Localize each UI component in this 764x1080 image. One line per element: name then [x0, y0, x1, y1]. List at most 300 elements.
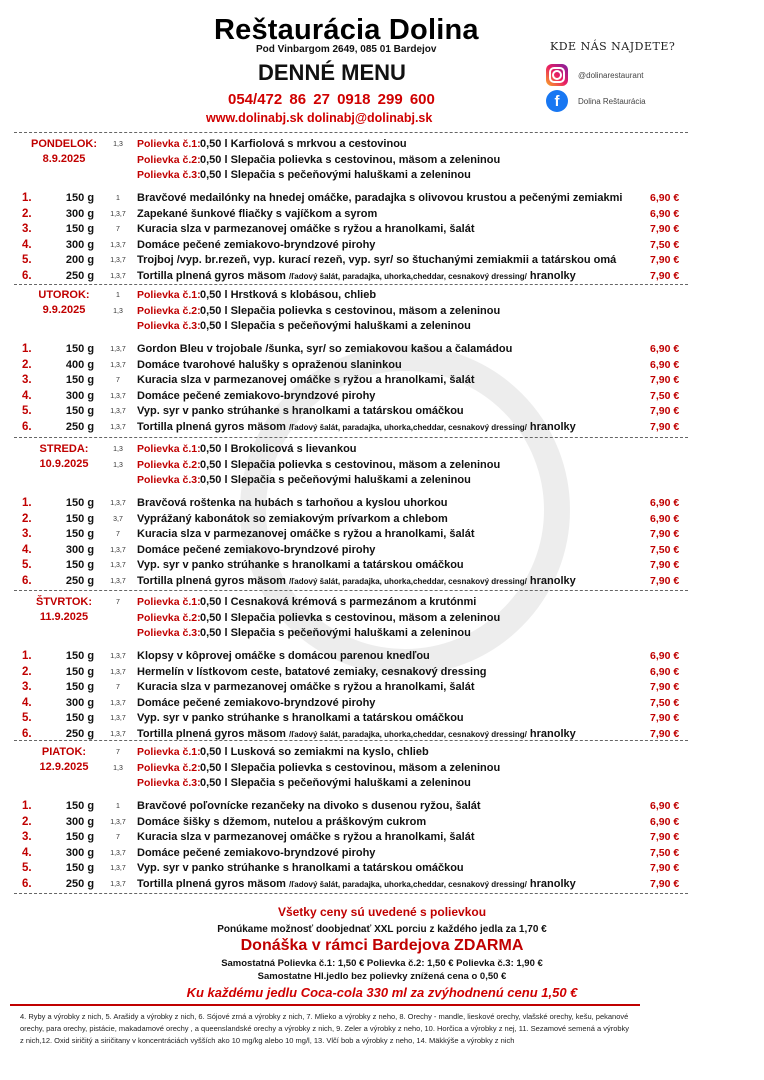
- dish-number: 1.: [22, 192, 32, 204]
- dish-price: 7,50 €: [650, 389, 680, 402]
- soup-name: 0,50 l Lusková so zemiakmi na kyslo, chlieb: [200, 746, 429, 758]
- dish-weight: 150 g: [65, 712, 95, 724]
- dish-title: Klopsy v kôprovej omáčke s domácou parenou knedľou: [137, 650, 430, 662]
- day-date: 9.9.2025: [42, 304, 86, 316]
- dish-number: 6.: [22, 574, 32, 587]
- day-date: 10.9.2025: [39, 458, 89, 470]
- allergen-codes: 1,3,7: [110, 699, 126, 707]
- soup-row: [0, 595, 764, 610]
- soup-number: Polievka č.1:: [137, 138, 201, 150]
- section-divider: [14, 284, 688, 285]
- dish-weight: 150 g: [65, 192, 95, 204]
- dish-row: [0, 269, 764, 284]
- soup-name: 0,50 l Slepačia s pečeňovými haluškami a zeleninou: [200, 474, 471, 486]
- allergen-codes: 1,3,7: [110, 818, 126, 826]
- dish-title: Hermelín v lístkovom ceste, batatové zemiaky, cesnakový dressing: [137, 665, 487, 678]
- dish-name: [137, 207, 639, 222]
- allergen-codes: 7: [116, 684, 120, 691]
- day-date: 12.9.2025: [39, 761, 89, 773]
- soup-number: Polievka č.2:: [137, 761, 201, 774]
- dish-weight: 300 g: [65, 543, 95, 556]
- dish-price: 6,90 €: [650, 650, 680, 662]
- dish-weight: 150 g: [65, 681, 95, 693]
- dish-price: 6,90 €: [650, 358, 680, 371]
- dish-row: [0, 238, 764, 253]
- dish-title: Trojboj /vyp. br.rezeň, vyp. kurací rezeň, vyp. syr/ so štuchanými zemiakmii a tatárskou omá: [137, 254, 617, 266]
- allergen-codes: 3,7: [113, 515, 123, 523]
- dish-number: 2.: [22, 665, 32, 678]
- dish-title: Vyp. syr v panko strúhanke s hranolkami a tatárskou omáčkou: [137, 862, 464, 874]
- dish-name: [137, 253, 639, 268]
- section-divider: [14, 740, 688, 741]
- dish-name: [137, 358, 639, 373]
- dish-number: 4.: [22, 696, 32, 709]
- day-section: [0, 743, 764, 893]
- main-price-note: Samostatne Hl.jedlo bez polievky znížená cena o 0,50 €: [257, 971, 507, 982]
- dish-number: 6.: [22, 269, 32, 282]
- section-divider: [14, 437, 688, 438]
- soup-name: 0,50 l Slepačia s pečeňovými haluškami a zeleninou: [200, 320, 471, 332]
- dish-price: 7,90 €: [650, 405, 680, 417]
- day-date: 11.9.2025: [39, 611, 89, 623]
- dish-row: [0, 696, 764, 711]
- menu-title: DENNÉ MENU: [258, 60, 406, 85]
- facebook-link: [546, 90, 646, 112]
- soup-number: Polievka č.1:: [137, 596, 201, 608]
- dish-price: 6,90 €: [650, 665, 680, 678]
- dish-title: Tortilla plnená gyros mäsom: [137, 574, 289, 587]
- dish-row: [0, 358, 764, 373]
- dish-number: 5.: [22, 254, 32, 266]
- day-section: [0, 440, 764, 590]
- dish-number: 4.: [22, 846, 32, 859]
- soup-row: [0, 745, 764, 760]
- dish-row: [0, 527, 764, 542]
- day-name: STREDA:: [39, 443, 89, 455]
- dish-row: [0, 543, 764, 558]
- day-section: [0, 135, 764, 285]
- soup-number: Polievka č.1:: [137, 443, 201, 455]
- dish-price: 7,90 €: [650, 712, 680, 724]
- dish-name: [137, 696, 639, 711]
- allergen-codes: 7: [116, 226, 120, 233]
- dish-row: [0, 191, 764, 206]
- menu-header: [0, 0, 764, 130]
- soup-row: [0, 168, 764, 183]
- dish-tail: hranolky: [526, 877, 576, 890]
- dish-price: 7,90 €: [650, 574, 680, 587]
- dish-note: /ľadový šalát, paradajka, uhorka,cheddar, cesnakový dressing/: [289, 422, 527, 432]
- soup-row: [0, 761, 764, 776]
- dish-number: 3.: [22, 681, 32, 693]
- dish-weight: 150 g: [65, 650, 95, 662]
- allergen-codes: 1,3,7: [110, 880, 126, 888]
- dish-weight: 300 g: [65, 846, 95, 859]
- allergen-codes: 1,3,7: [110, 849, 126, 857]
- dish-row: [0, 222, 764, 237]
- allergen-codes: 1,3,7: [110, 346, 126, 353]
- dish-title: Tortilla plnená gyros mäsom: [137, 269, 289, 282]
- dish-number: 1.: [22, 800, 32, 812]
- dish-weight: 150 g: [65, 800, 95, 812]
- dish-price: 7,90 €: [650, 528, 680, 540]
- allergen-codes: 1,3,7: [110, 361, 126, 369]
- allergen-codes: 1,3,7: [110, 715, 126, 722]
- allergen-codes: 1,3: [113, 461, 123, 469]
- dish-name: [137, 342, 639, 357]
- dish-title: Kuracia slza v parmezanovej omáčke s ryžou a hranolkami, šalát: [137, 681, 475, 693]
- dish-price: 7,50 €: [650, 238, 680, 251]
- dish-title: Domáce šišky s džemom, nutelou a práškovým cukrom: [137, 815, 427, 828]
- allergen-codes: 7: [116, 749, 120, 756]
- dish-name: [137, 527, 639, 542]
- dish-tail: hranolky: [526, 269, 576, 282]
- soup-row: [0, 137, 764, 152]
- section-divider: [14, 893, 688, 894]
- dish-weight: 150 g: [65, 862, 95, 874]
- dish-name: [137, 680, 639, 695]
- soup-row: [0, 319, 764, 334]
- allergen-codes: 1,3,7: [110, 577, 126, 585]
- dish-title: Kuracia slza v parmezanovej omáčke s ryžou a hranolkami, šalát: [137, 374, 475, 386]
- soup-row: [0, 458, 764, 473]
- dish-price: 7,90 €: [650, 420, 680, 433]
- allergen-codes: 1,3,7: [110, 653, 126, 660]
- dish-weight: 300 g: [65, 389, 95, 402]
- dish-number: 4.: [22, 543, 32, 556]
- dish-row: [0, 649, 764, 664]
- allergen-codes: 7: [116, 531, 120, 538]
- allergen-codes: 1,3: [113, 446, 123, 453]
- allergen-codes: 7: [116, 377, 120, 384]
- day-section: [0, 593, 764, 743]
- dish-weight: 300 g: [65, 815, 95, 828]
- dish-weight: 300 g: [65, 696, 95, 709]
- day-name: UTOROK:: [38, 289, 90, 301]
- dish-title: Vyprážaný kabonátok so zemiakovým prívarkom a chlebom: [137, 512, 448, 525]
- dish-weight: 200 g: [65, 254, 95, 266]
- soup-name: 0,50 l Slepačia polievka s cestovinou, mäsom a zeleninou: [200, 304, 501, 317]
- dish-price: 7,90 €: [650, 831, 680, 843]
- day-date: 8.9.2025: [42, 153, 86, 165]
- allergen-codes: 1: [116, 803, 120, 810]
- dish-name: [137, 711, 639, 726]
- allergen-codes: 1,3,7: [110, 546, 126, 554]
- allergen-codes: 1,3: [113, 307, 123, 315]
- soup-number: Polievka č.1:: [137, 289, 201, 301]
- dish-name: [137, 574, 639, 589]
- dish-name: [137, 496, 639, 511]
- dish-row: [0, 574, 764, 589]
- dish-price: 7,50 €: [650, 696, 680, 709]
- dish-number: 1.: [22, 497, 32, 509]
- dish-title: Vyp. syr v panko strúhanke s hranolkami a tatárskou omáčkou: [137, 559, 464, 571]
- soup-number: Polievka č.3:: [137, 169, 201, 181]
- facebook-icon: f: [546, 90, 568, 112]
- dish-number: 2.: [22, 207, 32, 220]
- dish-row: [0, 404, 764, 419]
- soup-row: [0, 473, 764, 488]
- prices-note: Všetky ceny sú uvedené s polievkou: [277, 905, 487, 919]
- dish-number: 5.: [22, 712, 32, 724]
- soup-row: [0, 611, 764, 626]
- dish-row: [0, 420, 764, 435]
- dish-row: [0, 496, 764, 511]
- dish-price: 7,90 €: [650, 269, 680, 282]
- dish-row: [0, 373, 764, 388]
- dish-title: Tortilla plnená gyros mäsom: [137, 877, 289, 890]
- cola-offer: Ku každému jedlu Coca-cola 330 ml za zvýhodnenú cenu 1,50 €: [186, 985, 578, 1000]
- soup-number: Polievka č.3:: [137, 474, 201, 486]
- dish-title: Vyp. syr v panko strúhanke s hranolkami a tatárskou omáčkou: [137, 405, 464, 417]
- soup-row: [0, 288, 764, 303]
- soup-name: 0,50 l Cesnaková krémová s parmezánom a krutónmi: [200, 596, 477, 608]
- dish-row: [0, 861, 764, 876]
- dish-number: 4.: [22, 389, 32, 402]
- allergen-codes: 1: [116, 195, 120, 202]
- dish-name: [137, 649, 639, 664]
- dish-number: 4.: [22, 238, 32, 251]
- dish-title: Domáce pečené zemiakovo-bryndzové pirohy: [137, 389, 376, 402]
- footer-divider: [10, 1004, 640, 1006]
- soup-number: Polievka č.3:: [137, 777, 201, 789]
- dish-name: [137, 861, 639, 876]
- dish-title: Kuracia slza v parmezanovej omáčke s ryžou a hranolkami, šalát: [137, 223, 475, 235]
- dish-number: 6.: [22, 727, 32, 740]
- soup-number: Polievka č.2:: [137, 458, 201, 471]
- dish-title: Kuracia slza v parmezanovej omáčke s ryžou a hranolkami, šalát: [137, 831, 475, 843]
- facebook-handle: Dolina Reštaurácia: [578, 96, 646, 106]
- dish-number: 2.: [22, 358, 32, 371]
- dish-title: Kuracia slza v parmezanovej omáčke s ryžou a hranolkami, šalát: [137, 528, 475, 540]
- soup-name: 0,50 l Slepačia polievka s cestovinou, mäsom a zeleninou: [200, 761, 501, 774]
- dish-name: [137, 830, 639, 845]
- soup-row: [0, 442, 764, 457]
- instagram-icon: [546, 64, 568, 86]
- dish-note: /ľadový šalát, paradajka, uhorka,cheddar, cesnakový dressing/: [289, 879, 527, 889]
- dish-title: Domáce pečené zemiakovo-bryndzové pirohy: [137, 238, 376, 251]
- allergen-codes: 1,3: [113, 141, 123, 148]
- xxl-note: Ponúkame možnosť doobjednať XXL porciu z každého jedla za 1,70 €: [217, 924, 547, 935]
- dish-note: /ľadový šalát, paradajka, uhorka,cheddar, cesnakový dressing/: [289, 576, 527, 586]
- dish-weight: 250 g: [65, 420, 95, 433]
- soup-number: Polievka č.2:: [137, 611, 201, 624]
- dish-number: 5.: [22, 862, 32, 874]
- allergen-codes: 1: [116, 292, 120, 299]
- dish-name: [137, 404, 639, 419]
- web-email: www.dolinabj.sk dolinabj@dolinabj.sk: [206, 111, 433, 125]
- soup-number: Polievka č.2:: [137, 153, 201, 166]
- dish-price: 6,90 €: [650, 512, 680, 525]
- dish-price: 7,90 €: [650, 559, 680, 571]
- dish-title: Domáce pečené zemiakovo-bryndzové pirohy: [137, 696, 376, 709]
- allergen-codes: 1,3,7: [110, 257, 126, 264]
- dish-title: Gordon Bleu v trojobale /šunka, syr/ so zemiakovou kašou a čalamádou: [137, 343, 513, 355]
- dish-title: Domáce pečené zemiakovo-bryndzové pirohy: [137, 846, 376, 859]
- dish-price: 7,90 €: [650, 374, 680, 386]
- dish-price: 7,50 €: [650, 543, 680, 556]
- dish-number: 5.: [22, 405, 32, 417]
- dish-weight: 150 g: [65, 497, 95, 509]
- dish-title: Bravčová roštenka na hubách s tarhoňou a kyslou uhorkou: [137, 497, 448, 509]
- dish-number: 1.: [22, 650, 32, 662]
- dish-weight: 150 g: [65, 512, 95, 525]
- dish-row: [0, 253, 764, 268]
- dish-row: [0, 680, 764, 695]
- allergen-codes: 7: [116, 834, 120, 841]
- dish-weight: 150 g: [65, 374, 95, 386]
- dish-price: 7,50 €: [650, 846, 680, 859]
- dish-row: [0, 558, 764, 573]
- soup-name: 0,50 l Slepačia s pečeňovými haluškami a zeleninou: [200, 169, 471, 181]
- day-name: ŠTVRTOK:: [35, 596, 93, 608]
- allergen-codes: 1,3,7: [110, 500, 126, 507]
- dish-name: [137, 877, 639, 892]
- dish-number: 3.: [22, 374, 32, 386]
- dish-note: /ľadový šalát, paradajka, uhorka,cheddar, cesnakový dressing/: [289, 729, 527, 739]
- dish-number: 6.: [22, 877, 32, 890]
- dish-weight: 150 g: [65, 223, 95, 235]
- allergen-codes: 1,3: [113, 764, 123, 772]
- soup-name: 0,50 l Karfiolová s mrkvou a cestovinou: [200, 138, 407, 150]
- soup-row: [0, 776, 764, 791]
- allergen-codes: 1,3,7: [110, 730, 126, 738]
- dish-number: 6.: [22, 420, 32, 433]
- soup-name: 0,50 l Slepačia polievka s cestovinou, mäsom a zeleninou: [200, 153, 501, 166]
- dish-price: 7,90 €: [650, 862, 680, 874]
- dish-weight: 250 g: [65, 727, 95, 740]
- allergen-codes: 1,3,7: [110, 408, 126, 415]
- allergen-codes: 7: [116, 599, 120, 606]
- soup-number: Polievka č.1:: [137, 746, 201, 758]
- dish-number: 5.: [22, 559, 32, 571]
- dish-row: [0, 877, 764, 892]
- dish-title: Tortilla plnená gyros mäsom: [137, 420, 289, 433]
- section-divider: [14, 132, 688, 133]
- dish-title: Zapekané šunkové fliačky s vajíčkom a syrom: [137, 207, 378, 220]
- dish-row: [0, 799, 764, 814]
- instagram-link: [546, 64, 644, 86]
- soup-name: 0,50 l Brokolicová s lievankou: [200, 443, 357, 455]
- dish-price: 6,90 €: [650, 815, 680, 828]
- dish-price: 7,90 €: [650, 727, 680, 740]
- allergen-codes: 1,3,7: [110, 423, 126, 431]
- instagram-handle: @dolinarestaurant: [578, 70, 644, 80]
- dish-weight: 250 g: [65, 574, 95, 587]
- dish-number: 2.: [22, 815, 32, 828]
- dish-price: 6,90 €: [650, 207, 680, 220]
- dish-name: [137, 665, 639, 680]
- dish-number: 2.: [22, 512, 32, 525]
- dish-title: Domáce pečené zemiakovo-bryndzové pirohy: [137, 543, 376, 556]
- soup-row: [0, 626, 764, 641]
- dish-title: Tortilla plnená gyros mäsom: [137, 727, 289, 740]
- dish-weight: 150 g: [65, 559, 95, 571]
- allergen-legend: 4. Ryby a výrobky z nich, 5. Arašidy a výrobky z nich, 6. Sójové zrná a výrobky z nich, 7. Mlieko a výrobky z neho, 8. Orechy - mandle, lieskové orechy, vlašské orechy, kešu, pekanové orechy, para orechy, pistácie, makadamové orechy , a queenslandské orechy a výrobky z nich, 9. Zeler a výrobky z neho, 10. Horčica a výrobky z nej, 11. Sezamové semená a výrobky z nich,12. Oxid siričitý a siričitany v koncentráciách vyšších ako 10 mg/kg alebo 10 mg/l, 13. Vlčí bob a výrobky z neho, 14. Mäkkýše a výrobky z nich: [20, 1012, 630, 1045]
- dish-price: 7,90 €: [650, 681, 680, 693]
- dish-price: 6,90 €: [650, 343, 680, 355]
- dish-weight: 400 g: [65, 358, 95, 371]
- delivery-note: Donáška v rámci Bardejova ZDARMA: [240, 937, 524, 954]
- dish-name: [137, 389, 639, 404]
- day-name: PIATOK:: [41, 746, 87, 758]
- dish-price: 6,90 €: [650, 497, 680, 509]
- day-section: [0, 286, 764, 436]
- soups-price-note: Samostatná Polievka č.1: 1,50 € Polievka č.2: 1,50 € Polievka č.3: 1,90 €: [221, 958, 543, 969]
- dish-name: [137, 269, 639, 284]
- dish-title: Bravčové medailónky na hnedej omáčke, paradajka s olivovou krustou a pečenými zemiakmi: [137, 192, 623, 204]
- dish-title: Vyp. syr v panko strúhanke s hranolkami a tatárskou omáčkou: [137, 712, 464, 724]
- soup-name: 0,50 l Slepačia s pečeňovými haluškami a zeleninou: [200, 777, 471, 789]
- dish-price: 6,90 €: [650, 800, 680, 812]
- dish-row: [0, 830, 764, 845]
- dish-note: /ľadový šalát, paradajka, uhorka,cheddar, cesnakový dressing/: [289, 271, 527, 281]
- soup-row: [0, 153, 764, 168]
- soup-name: 0,50 l Slepačia s pečeňovými haluškami a zeleninou: [200, 627, 471, 639]
- restaurant-name: Reštaurácia Dolina: [214, 14, 479, 46]
- soup-row: [0, 304, 764, 319]
- dish-weight: 150 g: [65, 665, 95, 678]
- dish-weight: 150 g: [65, 528, 95, 540]
- dish-title: Bravčové poľovnícke rezančeky na divoko s dusenou ryžou, šalát: [137, 800, 481, 812]
- allergen-codes: 1,3,7: [110, 668, 126, 676]
- dish-price: 7,90 €: [650, 254, 680, 266]
- dish-name: [137, 191, 639, 206]
- find-us-heading: KDE NÁS NAJDETE?: [550, 40, 676, 53]
- phone-numbers: 054/472 86 27 0918 299 600: [228, 91, 435, 108]
- allergen-codes: 1,3,7: [110, 392, 126, 400]
- dish-name: [137, 420, 639, 435]
- dish-row: [0, 846, 764, 861]
- allergen-codes: 1,3,7: [110, 562, 126, 569]
- dish-weight: 300 g: [65, 238, 95, 251]
- dish-weight: 150 g: [65, 405, 95, 417]
- section-divider: [14, 590, 688, 591]
- dish-name: [137, 222, 639, 237]
- dish-name: [137, 238, 639, 253]
- dish-row: [0, 342, 764, 357]
- dish-price: 7,90 €: [650, 223, 680, 235]
- dish-weight: 250 g: [65, 269, 95, 282]
- dish-tail: hranolky: [526, 420, 576, 433]
- allergen-codes: 1,3,7: [110, 865, 126, 872]
- dish-number: 3.: [22, 528, 32, 540]
- dish-name: [137, 799, 639, 814]
- dish-title: Domáce tvarohové halušky s opraženou slaninkou: [137, 358, 402, 371]
- soup-name: 0,50 l Slepačia polievka s cestovinou, mäsom a zeleninou: [200, 458, 501, 471]
- dish-row: [0, 711, 764, 726]
- dish-weight: 150 g: [65, 343, 95, 355]
- dish-name: [137, 512, 639, 527]
- dish-row: [0, 665, 764, 680]
- dish-row: [0, 389, 764, 404]
- soup-name: 0,50 l Hrstková s klobásou, chlieb: [200, 289, 377, 301]
- dish-weight: 300 g: [65, 207, 95, 220]
- allergen-codes: 1,3,7: [110, 272, 126, 280]
- dish-weight: 250 g: [65, 877, 95, 890]
- dish-weight: 150 g: [65, 831, 95, 843]
- dish-name: [137, 846, 639, 861]
- dish-name: [137, 558, 639, 573]
- day-name: PONDELOK:: [31, 138, 97, 150]
- dish-name: [137, 815, 639, 830]
- dish-name: [137, 373, 639, 388]
- dish-name: [137, 543, 639, 558]
- soup-name: 0,50 l Slepačia polievka s cestovinou, mäsom a zeleninou: [200, 611, 501, 624]
- restaurant-address: Pod Vinbargom 2649, 085 01 Bardejov: [256, 44, 437, 55]
- dish-tail: hranolky: [526, 727, 576, 740]
- allergen-codes: 1,3,7: [110, 241, 126, 249]
